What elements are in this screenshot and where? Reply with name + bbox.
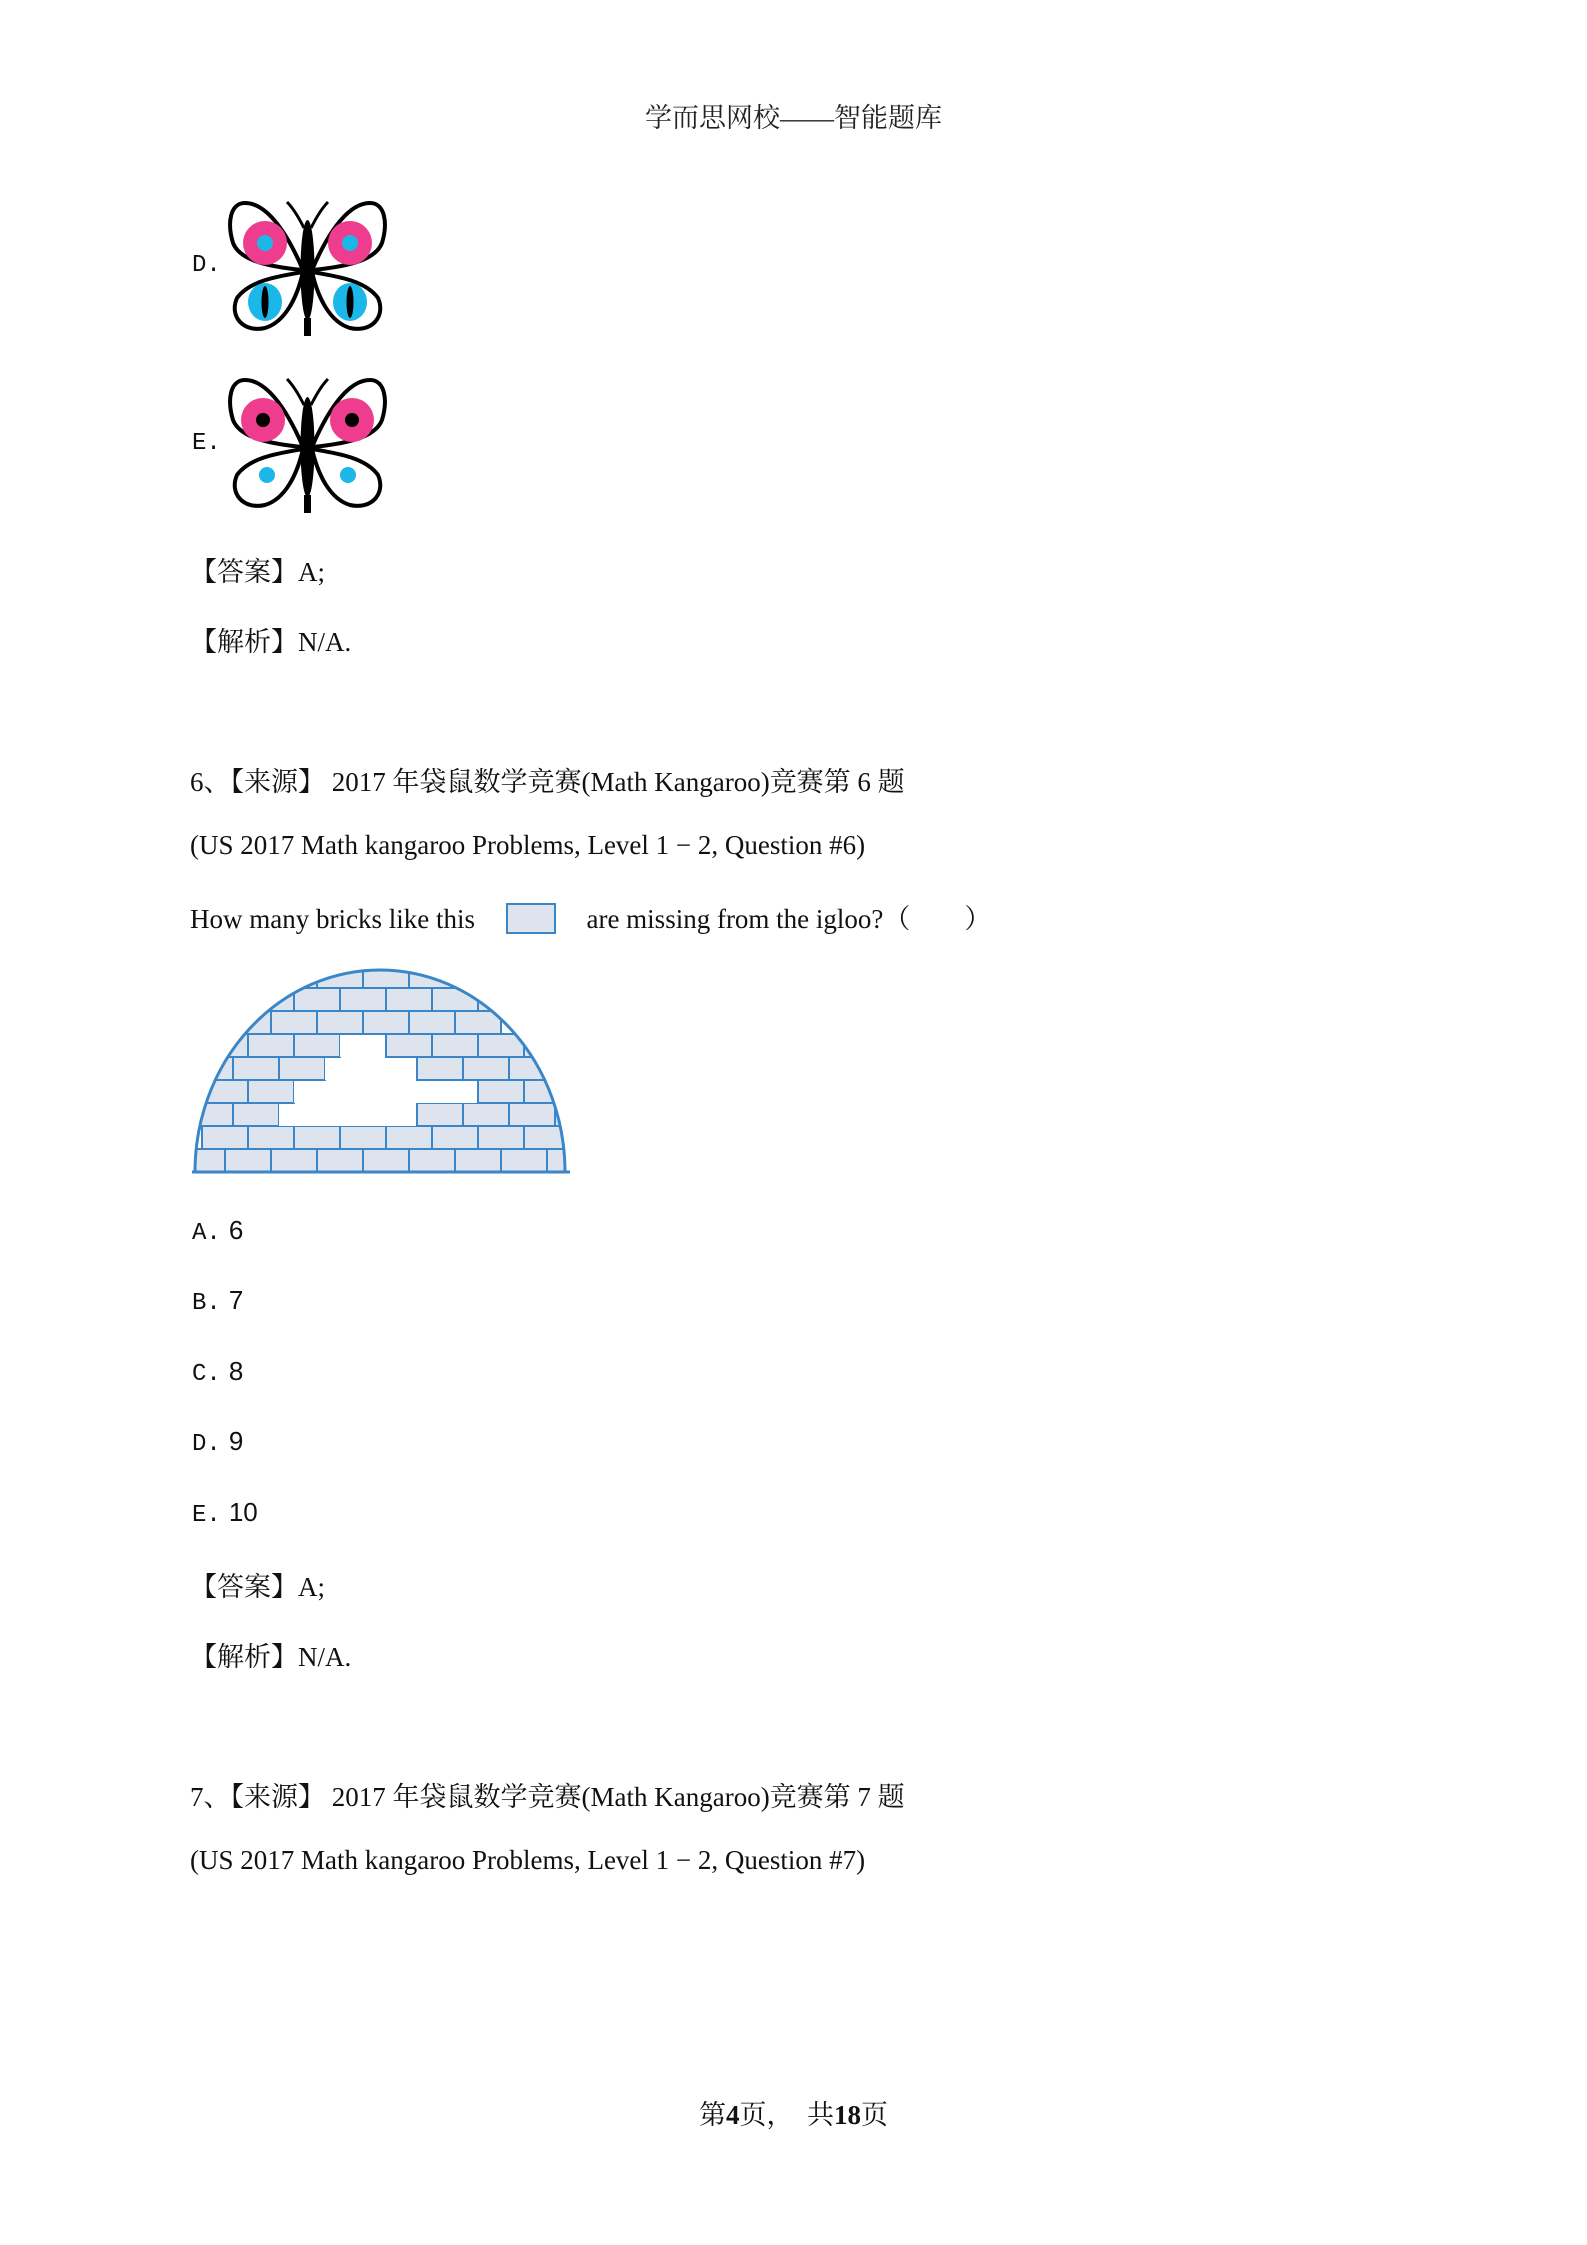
answer-value: A;	[298, 1572, 325, 1602]
page-footer	[0, 2093, 1587, 2132]
option-a[interactable]	[192, 1215, 243, 1247]
brick-sample-icon	[506, 903, 556, 934]
analysis-label: 【解析】	[190, 1642, 298, 1672]
option-letter: E.	[192, 1502, 221, 1529]
question-6-answer	[190, 1565, 325, 1604]
question-7-title	[190, 1775, 905, 1814]
answer-label: 【答案】	[190, 557, 298, 587]
option-letter: D.	[192, 1431, 221, 1458]
option-value: 7	[228, 1285, 244, 1315]
stem-before: How many bricks like this	[190, 904, 475, 934]
question-6-analysis	[190, 1635, 351, 1674]
stem-after: are missing from the igloo?（ ）	[586, 904, 992, 934]
source-text: 2017 年袋鼠数学竞赛(Math Kangaroo)竞赛第 6 题	[331, 767, 905, 797]
prev-analysis	[190, 620, 351, 659]
butterfly-pink-top-blue-dot-bottom-icon	[225, 375, 390, 517]
source-text: 2017 年袋鼠数学竞赛(Math Kangaroo)竞赛第 7 题	[331, 1782, 905, 1812]
page-total: 18	[834, 2100, 861, 2130]
page-current: 4	[726, 2100, 740, 2130]
question-6-title	[190, 760, 905, 799]
page-prefix: 第	[699, 2100, 726, 2130]
option-b[interactable]	[192, 1285, 243, 1317]
page-mid: 页， 共	[739, 2100, 834, 2130]
page-header: 学而思网校——智能题库	[645, 103, 942, 133]
option-value: 6	[228, 1215, 244, 1245]
analysis-value: N/A.	[298, 1642, 352, 1672]
page-suffix: 页	[861, 2100, 888, 2130]
answer-value: A;	[298, 557, 325, 587]
question-number: 7、	[190, 1782, 231, 1812]
source-label: 【来源】	[230, 1782, 325, 1812]
option-e-letter: E.	[192, 430, 221, 457]
question-number: 6、	[190, 767, 231, 797]
option-letter: B.	[192, 1290, 221, 1317]
option-c[interactable]	[192, 1356, 243, 1388]
option-letter: A.	[192, 1220, 221, 1247]
source-label: 【来源】	[230, 767, 325, 797]
option-value: 8	[228, 1356, 244, 1386]
option-value: 9	[228, 1426, 244, 1456]
question-7-english-source: (US 2017 Math kangaroo Problems, Level 1 − 2, Question #7)	[190, 1845, 866, 1875]
option-letter: C.	[192, 1361, 221, 1388]
question-6-stem	[190, 897, 991, 936]
igloo-figure	[192, 965, 570, 1175]
prev-answer	[190, 550, 325, 589]
question-6-english-source: (US 2017 Math kangaroo Problems, Level 1 − 2, Question #6)	[190, 830, 866, 860]
analysis-label: 【解析】	[190, 627, 298, 657]
option-d-letter: D.	[192, 252, 221, 279]
analysis-value: N/A.	[298, 627, 352, 657]
option-e[interactable]	[192, 1497, 258, 1529]
answer-label: 【答案】	[190, 1572, 298, 1602]
option-value: 10	[228, 1497, 258, 1527]
option-d[interactable]	[192, 1426, 243, 1458]
butterfly-pink-top-blue-eye-bottom-icon	[225, 198, 390, 340]
